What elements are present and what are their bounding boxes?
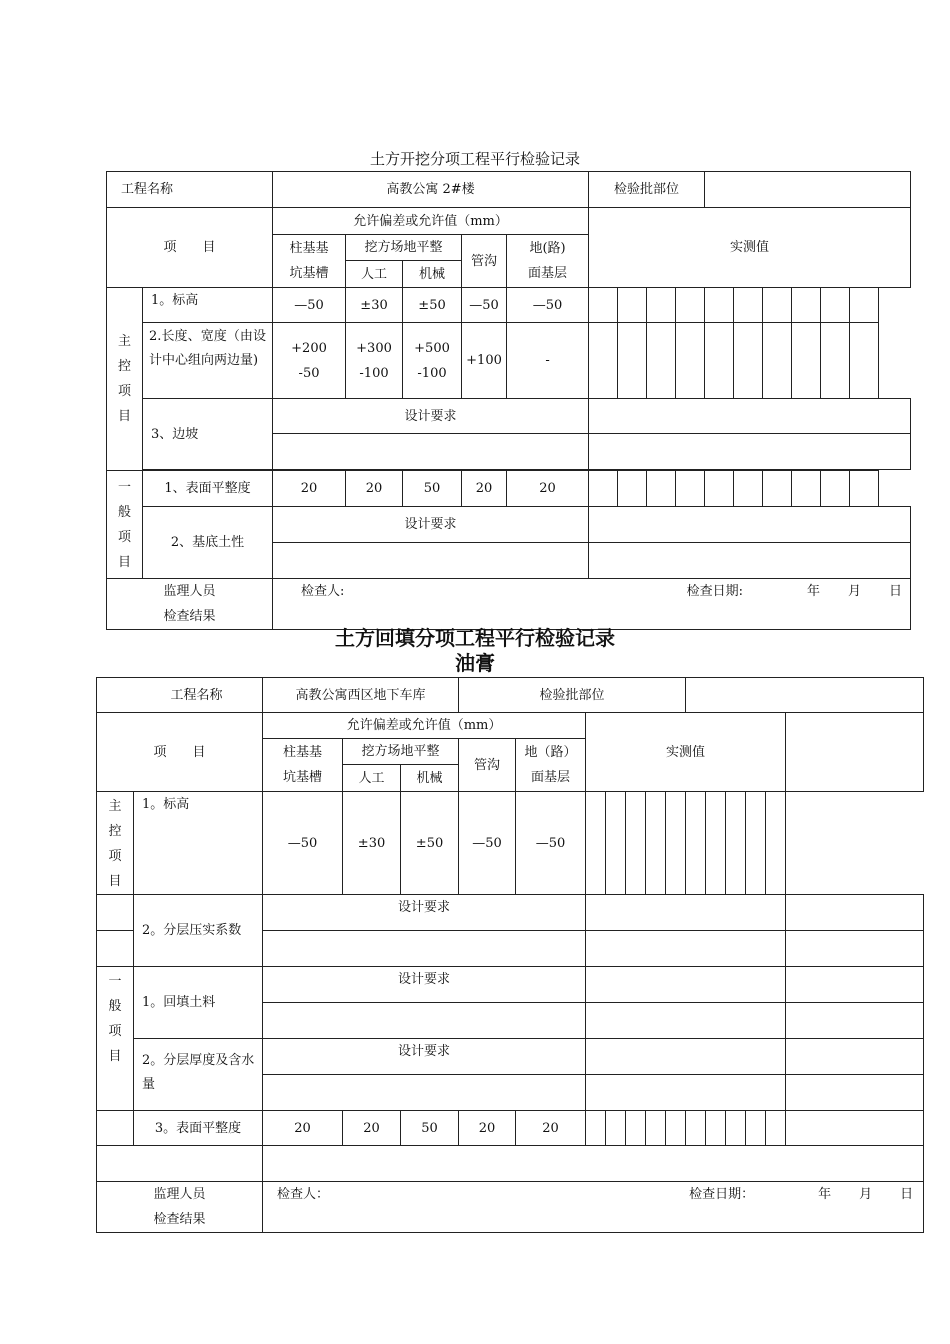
flatness-pile: 20	[263, 1111, 343, 1146]
project-name-value: 高教公寓 2#楼	[273, 172, 589, 208]
material-extra[interactable]	[786, 967, 924, 1003]
col-pipe-trench: 管沟	[459, 739, 516, 792]
compaction-design-requirement: 设计要求	[263, 895, 586, 931]
elevation-manual: ±30	[343, 792, 401, 895]
measured-extra[interactable]	[786, 713, 924, 792]
measured-cell[interactable]	[734, 323, 763, 399]
measured-cell[interactable]	[586, 1111, 606, 1146]
compaction-group-cell-2	[97, 931, 134, 967]
elevation-machine: ±50	[403, 288, 462, 323]
batch-location-value[interactable]	[705, 172, 911, 208]
main-control-group-label: 主 控 项 目	[107, 288, 143, 471]
measured-cell[interactable]	[726, 792, 746, 895]
measured-cell[interactable]	[706, 792, 726, 895]
thickness-measured-2[interactable]	[586, 1075, 786, 1111]
elevation-road: —50	[507, 288, 589, 323]
measured-cell[interactable]	[706, 1111, 726, 1146]
flatness-manual: 20	[346, 471, 403, 507]
elevation-pile: —50	[273, 288, 346, 323]
inspection-date: 检查日期： 年 月 日	[689, 1187, 914, 1202]
elevation-machine: ±50	[401, 792, 459, 895]
thickness-extra-2[interactable]	[786, 1075, 924, 1111]
measured-cell[interactable]	[792, 471, 821, 507]
project-name-label: 工程名称	[107, 172, 273, 208]
general-group-label: 一 般 项 目	[107, 471, 143, 579]
compaction-extra[interactable]	[786, 895, 924, 931]
item-header: 项 目	[97, 713, 263, 792]
measured-cell[interactable]	[726, 1111, 746, 1146]
flatness-pipe: 20	[459, 1111, 516, 1146]
measured-cell[interactable]	[792, 323, 821, 399]
slope-design-requirement: 设计要求	[273, 399, 589, 434]
compaction-measured-2[interactable]	[586, 931, 786, 967]
col-pile-foundation: 柱基基 坑基槽	[263, 739, 343, 792]
measured-cell[interactable]	[746, 1111, 766, 1146]
tolerance-header: 允许偏差或允许值（mm）	[273, 208, 589, 235]
measured-header: 实测值	[589, 208, 911, 288]
col-site-leveling: 挖方场地平整	[343, 739, 459, 765]
measured-cell[interactable]	[766, 792, 786, 895]
material-extra-2[interactable]	[786, 1003, 924, 1039]
row-surface-flatness-label: 3。表面平整度	[134, 1111, 263, 1146]
measured-cell[interactable]	[618, 471, 647, 507]
measured-cell[interactable]	[626, 792, 646, 895]
row-surface-flatness-label: 1、表面平整度	[143, 471, 273, 507]
measured-cell[interactable]	[586, 792, 606, 895]
flatness-group-cell	[97, 1111, 134, 1146]
flatness-road: 20	[507, 471, 589, 507]
compaction-group-cell	[97, 895, 134, 931]
slope-design-value[interactable]	[273, 434, 589, 470]
thickness-design-value[interactable]	[263, 1075, 586, 1111]
row-compaction-label: 2。分层压实系数	[134, 895, 263, 967]
col-machine: 机械	[401, 765, 459, 792]
supervisor-result-field[interactable]	[263, 1182, 924, 1233]
measured-cell[interactable]	[686, 1111, 706, 1146]
material-design-requirement: 设计要求	[263, 967, 586, 1003]
measured-cell[interactable]	[763, 288, 792, 323]
material-design-value[interactable]	[263, 1003, 586, 1039]
inspection-date: 检查日期: 年 月 日	[686, 584, 903, 599]
col-manual: 人工	[346, 261, 403, 288]
measured-cell[interactable]	[850, 288, 879, 323]
measured-cell[interactable]	[647, 288, 676, 323]
measured-cell[interactable]	[734, 471, 763, 507]
measured-extra-cell[interactable]	[786, 1111, 924, 1146]
soil-measured[interactable]	[589, 507, 911, 543]
measured-cell[interactable]	[686, 792, 706, 895]
blank-row[interactable]	[263, 1146, 924, 1182]
elevation-pipe: —50	[462, 288, 507, 323]
measured-cell[interactable]	[792, 288, 821, 323]
batch-location-label: 检验批部位	[589, 172, 705, 208]
flatness-manual: 20	[343, 1111, 401, 1146]
thickness-extra[interactable]	[786, 1039, 924, 1075]
table1-title: 土方开挖分项工程平行检验记录	[369, 150, 580, 168]
length-pipe: +100	[462, 323, 507, 399]
thickness-measured[interactable]	[586, 1039, 786, 1075]
flatness-pipe: 20	[462, 471, 507, 507]
measured-cell[interactable]	[647, 323, 676, 399]
blank-label-cell	[97, 1146, 263, 1182]
measured-cell[interactable]	[850, 471, 879, 507]
supervisor-result-label: 监理人员 检查结果	[97, 1182, 263, 1233]
measured-cell[interactable]	[734, 288, 763, 323]
col-road-base: 地（路） 面基层	[516, 739, 586, 792]
measured-cell[interactable]	[850, 323, 879, 399]
measured-cell[interactable]	[666, 792, 686, 895]
row-soil-property-label: 2、基底土性	[143, 507, 273, 579]
row-layer-thickness-label: 2。分层厚度及含水量	[134, 1039, 263, 1111]
flatness-machine: 50	[403, 471, 462, 507]
measured-cell[interactable]	[626, 1111, 646, 1146]
measured-cell[interactable]	[676, 471, 705, 507]
soil-design-value[interactable]	[273, 543, 589, 579]
measured-cell[interactable]	[589, 323, 618, 399]
measured-cell[interactable]	[705, 323, 734, 399]
general-group-label: 一 般 项 目	[97, 967, 134, 1111]
measured-cell[interactable]	[606, 1111, 626, 1146]
measured-cell[interactable]	[676, 288, 705, 323]
row-backfill-material-label: 1。回填土料	[134, 967, 263, 1039]
measured-cell[interactable]	[705, 471, 734, 507]
measured-cell[interactable]	[821, 471, 850, 507]
compaction-design-value[interactable]	[263, 931, 586, 967]
excavation-inspection-table	[106, 171, 911, 630]
measured-cell[interactable]	[676, 323, 705, 399]
row-length-width-label: 2.长度、宽度（由设计中心组向两边量)	[143, 323, 273, 399]
measured-cell[interactable]	[589, 288, 618, 323]
col-machine: 机械	[403, 261, 462, 288]
backfill-inspection-table	[96, 677, 924, 1233]
flatness-road: 20	[516, 1111, 586, 1146]
col-road-base: 地(路) 面基层	[507, 235, 589, 288]
compaction-measured[interactable]	[586, 895, 786, 931]
measured-cell[interactable]	[646, 1111, 666, 1146]
measured-cell[interactable]	[666, 1111, 686, 1146]
col-pile-foundation: 柱基基 坑基槽	[273, 235, 346, 288]
project-name-label: 工程名称	[97, 678, 263, 713]
soil-design-requirement: 设计要求	[273, 507, 589, 543]
compaction-extra-2[interactable]	[786, 931, 924, 967]
row-elevation-label: 1。标高	[134, 792, 263, 895]
elevation-manual: ±30	[346, 288, 403, 323]
elevation-pipe: —50	[459, 792, 516, 895]
measured-cell[interactable]	[763, 471, 792, 507]
measured-header: 实测值	[586, 713, 786, 792]
col-pipe-trench: 管沟	[462, 235, 507, 288]
main-control-group-label: 主 控 项 目	[97, 792, 134, 895]
batch-location-label: 检验批部位	[459, 678, 686, 713]
measured-cell[interactable]	[821, 288, 850, 323]
measured-cell[interactable]	[646, 792, 666, 895]
length-road: -	[507, 323, 589, 399]
flatness-machine: 50	[401, 1111, 459, 1146]
tolerance-header: 允许偏差或允许值（mm）	[263, 713, 586, 739]
measured-cell[interactable]	[618, 323, 647, 399]
measured-cell[interactable]	[763, 323, 792, 399]
soil-measured-2[interactable]	[589, 543, 911, 579]
elevation-road: —50	[516, 792, 586, 895]
measured-cell[interactable]	[746, 792, 766, 895]
table2-title: 土方回填分项工程平行检验记录 油膏	[335, 626, 615, 675]
slope-measured[interactable]	[589, 399, 911, 434]
measured-cell[interactable]	[705, 288, 734, 323]
batch-location-value[interactable]	[686, 678, 924, 713]
measured-cell[interactable]	[766, 1111, 786, 1146]
project-name-value: 高教公寓西区地下车库	[263, 678, 459, 713]
col-site-leveling: 挖方场地平整	[346, 235, 462, 261]
measured-cell[interactable]	[647, 471, 676, 507]
measured-cell[interactable]	[589, 471, 618, 507]
length-pile: +200 -50	[273, 323, 346, 399]
row-slope-label: 3、边坡	[143, 399, 273, 470]
inspector-label: 检查人：	[277, 1187, 330, 1202]
material-measured-2[interactable]	[586, 1003, 786, 1039]
row-elevation-label: 1。标高	[143, 288, 273, 323]
length-manual: +300 -100	[346, 323, 403, 399]
flatness-pile: 20	[273, 471, 346, 507]
measured-cell[interactable]	[821, 323, 850, 399]
col-manual: 人工	[343, 765, 401, 792]
thickness-design-requirement: 设计要求	[263, 1039, 586, 1075]
slope-measured-2[interactable]	[589, 434, 911, 470]
item-header: 项 目	[107, 208, 273, 288]
elevation-pile: —50	[263, 792, 343, 895]
length-machine: +500 -100	[403, 323, 462, 399]
inspector-label: 检查人:	[301, 584, 345, 599]
material-measured[interactable]	[586, 967, 786, 1003]
measured-cell[interactable]	[606, 792, 626, 895]
supervisor-result-label: 监理人员 检查结果	[107, 579, 273, 630]
supervisor-result-field[interactable]	[273, 579, 911, 630]
measured-cell[interactable]	[618, 288, 647, 323]
